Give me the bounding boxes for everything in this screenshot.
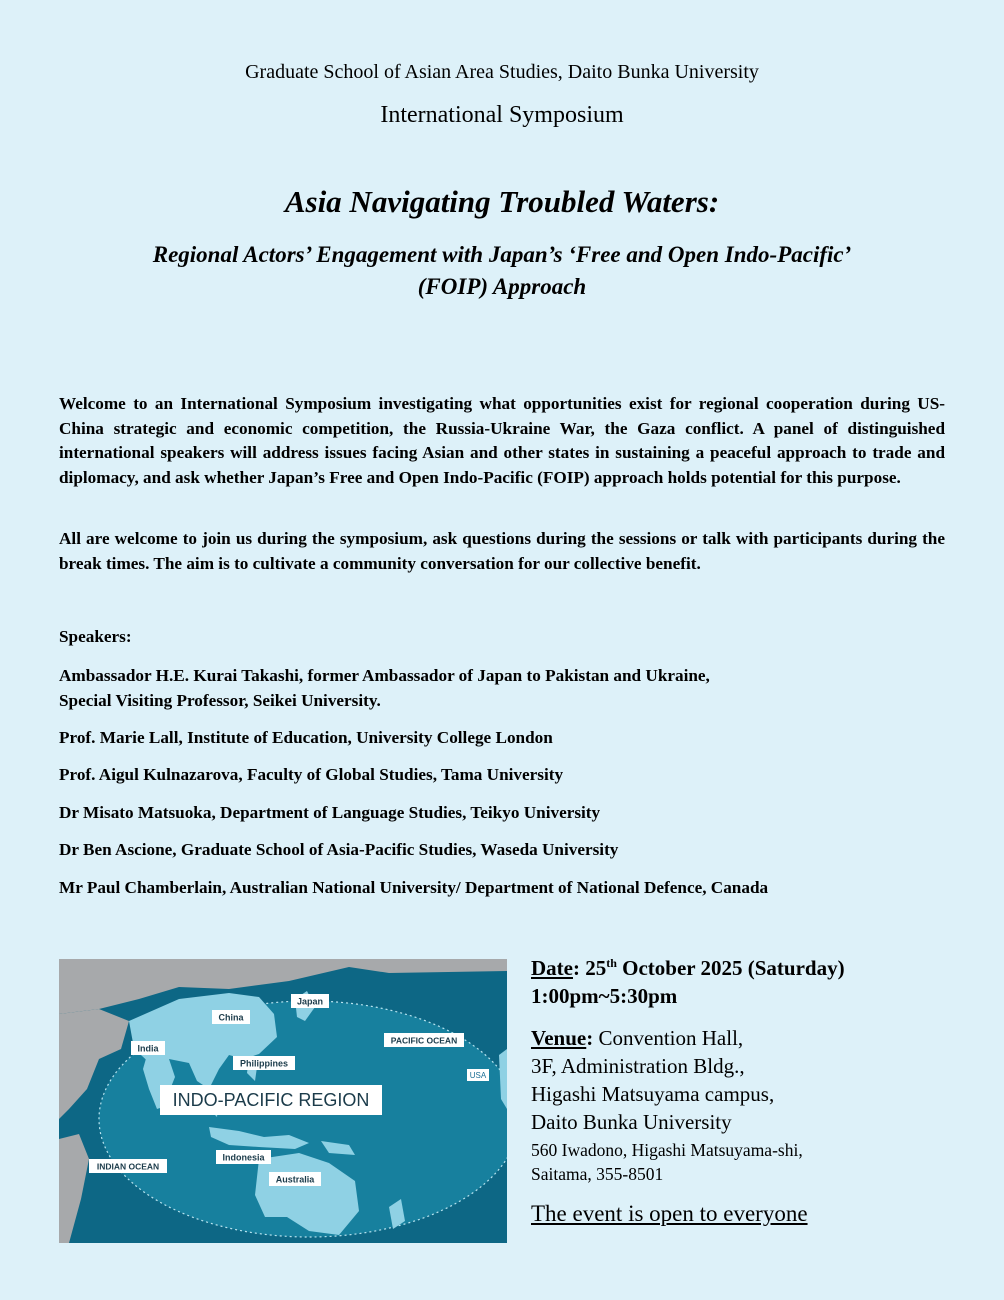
intro-paragraph-1: Welcome to an International Symposium investigating what opportunities exist for regional cooperation during US-China strategic and economic competition, the Russia-Ukraine War, the Gaza conflict. A panel of distinguished international speakers will address issues facing Asian and other states in sustaining a peaceful approach to trade and diplomacy, and ask whether Japan’s Free and Open Indo-Pacific (FOIP) approach holds potential for this purpose.	[59, 394, 945, 487]
address-line-2: Saitama, 355-8501	[531, 1164, 664, 1184]
speaker-item: Prof. Marie Lall, Institute of Education, University College London	[59, 728, 553, 747]
event-details	[531, 954, 971, 1227]
date-line: Date: 25th October 2025 (Saturday)	[531, 956, 845, 980]
address	[531, 1138, 971, 1186]
map-label-usa: USA	[469, 1071, 487, 1080]
open-note: The event is open to everyone	[531, 1201, 808, 1226]
map-label-pacific-ocean: PACIFIC OCEAN	[390, 1035, 458, 1046]
venue-line-1: Venue: Convention Hall,	[531, 1026, 744, 1050]
map-label-philippines: Philippines	[239, 1058, 289, 1069]
venue-line-3: Higashi Matsuyama campus,	[531, 1082, 775, 1106]
venue-line-4: Daito Bunka University	[531, 1110, 732, 1134]
time-line: 1:00pm~5:30pm	[531, 984, 678, 1008]
event-type: International Symposium	[380, 102, 624, 128]
subtitle-line-1: Regional Actors’ Engagement with Japan’s ‘Free and Open Indo-Pacific’	[152, 242, 852, 267]
symposium-title: Asia Navigating Troubled Waters:	[284, 184, 720, 219]
map-label-indonesia: Indonesia	[222, 1152, 265, 1163]
date-label: Date	[531, 956, 573, 980]
venue-label: Venue	[531, 1026, 587, 1050]
map-label-australia: Australia	[275, 1174, 315, 1185]
map-label-japan: Japan	[296, 996, 324, 1007]
speaker-item: Dr Misato Matsuoka, Department of Language Studies, Teikyo University	[59, 803, 601, 822]
speaker-item: Dr Ben Ascione, Graduate School of Asia-Pacific Studies, Waseda University	[59, 840, 619, 859]
subtitle-line-2: (FOIP) Approach	[417, 274, 587, 299]
symposium-subtitle	[60, 239, 944, 303]
map-label-china: China	[218, 1012, 244, 1023]
speaker-item: Prof. Aigul Kulnazarova, Faculty of Global Studies, Tama University	[59, 765, 564, 784]
indo-pacific-map	[59, 959, 507, 1243]
date-rest: October 2025 (Saturday)	[616, 956, 845, 980]
date-suffix: th	[606, 956, 617, 970]
map-label-india: India	[137, 1043, 159, 1054]
speaker-item	[59, 664, 959, 713]
organization-name: Graduate School of Asian Area Studies, Daito Bunka University	[245, 61, 759, 83]
date-day: 25	[585, 956, 607, 980]
venue-name: Convention Hall,	[593, 1026, 744, 1050]
venue-line-2: 3F, Administration Bldg.,	[531, 1054, 745, 1078]
speaker-line: Special Visiting Professor, Seikei University.	[59, 690, 381, 710]
speakers-heading: Speakers:	[59, 627, 132, 646]
speaker-item: Mr Paul Chamberlain, Australian National University/ Department of National Defence, Canada	[59, 878, 769, 897]
map-region-title: INDO-PACIFIC REGION	[172, 1090, 370, 1110]
intro-paragraph-2: All are welcome to join us during the symposium, ask questions during the sessions or talk with participants during the break times. The aim is to cultivate a community conversation for our collective benefit.	[59, 529, 945, 573]
address-line-1: 560 Iwadono, Higashi Matsuyama-shi,	[531, 1140, 803, 1160]
map-label-indian-ocean: INDIAN OCEAN	[96, 1161, 160, 1172]
speaker-line: Ambassador H.E. Kurai Takashi, former Ambassador of Japan to Pakistan and Ukraine,	[59, 666, 710, 685]
